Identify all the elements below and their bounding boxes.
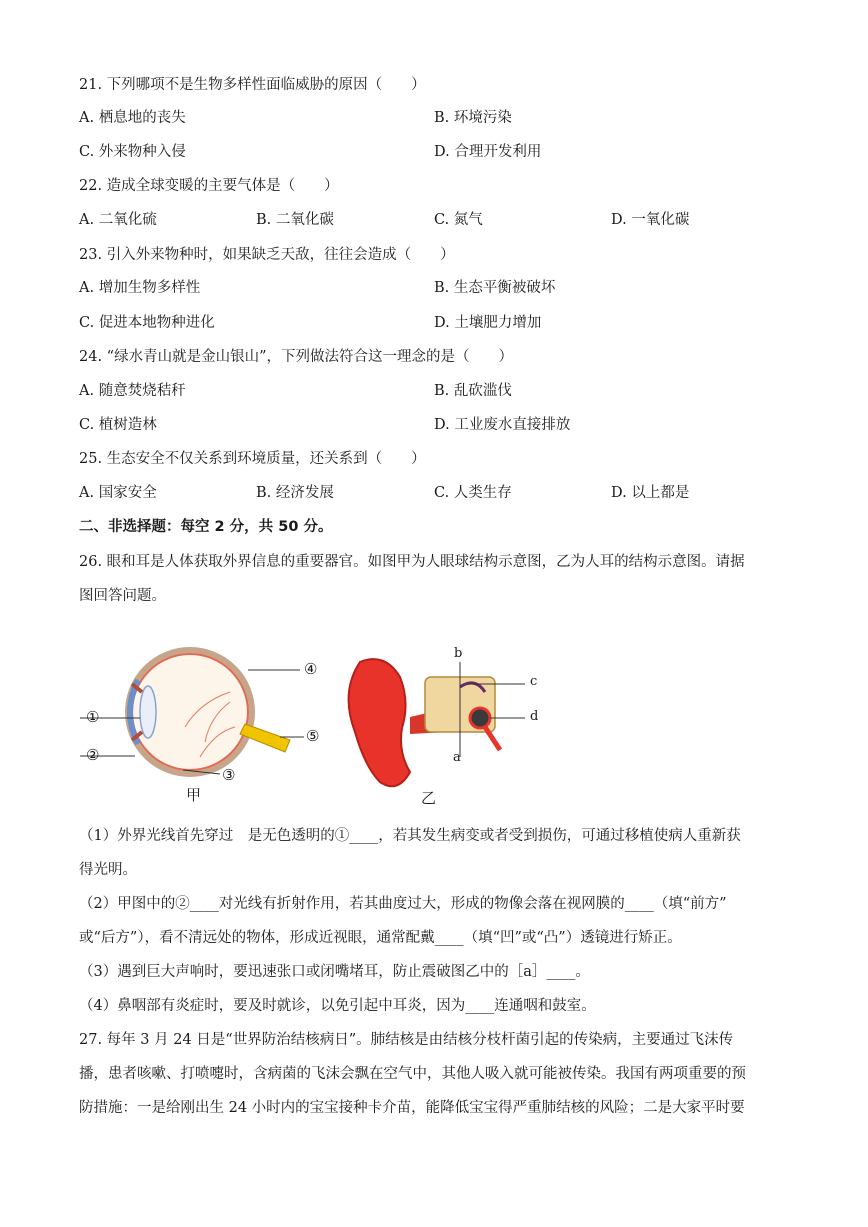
q24-option-d: D. 工业废水直接排放 <box>434 417 571 433</box>
ear-label-a: a <box>453 750 461 765</box>
eye-label-5: ⑤ <box>306 727 320 745</box>
q23-option-b: B. 生态平衡被破坏 <box>434 280 556 296</box>
q26-part2-line2: 或“后方”），看不清远处的物体，形成近视眼，通常配戴____（填“凹”或“凸”）透镜进行矫正。 <box>79 930 682 946</box>
q21-option-c: C. 外来物种入侵 <box>79 144 186 160</box>
question-23-stem: 23. 引入外来物种时，如果缺乏天敌，往往会造成（ ） <box>79 247 455 263</box>
q22-option-c: C. 氮气 <box>434 212 483 228</box>
q21-option-b: B. 环境污染 <box>434 110 512 126</box>
question-27-line1: 27. 每年 3 月 24 日是“世界防治结核病日”。肺结核是由结核分枝杆菌引起的传染病，主要通过飞沫传 <box>79 1032 734 1048</box>
figure-caption-left: 甲 <box>186 786 202 804</box>
q25-option-a: A. 国家安全 <box>79 485 157 501</box>
question-26-stem: 26. 眼和耳是人体获取外界信息的重要器官。如图甲为人眼球结构示意图，乙为人耳的结构示意图。请据 <box>79 554 745 570</box>
eye-ear-illustration <box>80 632 580 812</box>
q26-part1-line2: 得光明。 <box>79 862 137 878</box>
question-27-line2: 播，患者咳嗽、打喷嚏时，含病菌的飞沫会飘在空气中，其他人吸入就可能被传染。我国有两项重要的预 <box>79 1066 746 1082</box>
q21-option-d: D. 合理开发利用 <box>434 144 542 160</box>
eye-label-1: ① <box>86 708 100 726</box>
eye-label-2: ② <box>86 746 100 764</box>
q26-part1-line1: （1）外界光线首先穿过 是无色透明的①____，若其发生病变或者受到损伤，可通过移植使病人重新获 <box>79 828 741 844</box>
q22-option-a: A. 二氧化硫 <box>79 212 157 228</box>
q24-option-a: A. 随意焚烧秸秆 <box>79 383 186 399</box>
figure-caption-right: 乙 <box>421 789 437 807</box>
ear-diagram <box>349 659 525 786</box>
eye-label-3: ③ <box>222 766 236 784</box>
eye-ear-figure <box>80 632 580 812</box>
question-25-stem: 25. 生态安全不仅关系到环境质量，还关系到（ ） <box>79 451 426 467</box>
q26-part4: （4）鼻咽部有炎症时，要及时就诊，以免引起中耳炎，因为____连通咽和鼓室。 <box>79 998 596 1014</box>
q24-option-c: C. 植树造林 <box>79 417 157 433</box>
question-21-stem: 21. 下列哪项不是生物多样性面临威胁的原因（ ） <box>79 77 426 93</box>
q22-option-d: D. 一氧化碳 <box>611 212 690 228</box>
q23-option-d: D. 土壤肥力增加 <box>434 315 542 331</box>
section-2-heading: 二、非选择题：每空 2 分，共 50 分。 <box>79 519 333 535</box>
ear-label-c: c <box>530 674 538 689</box>
q21-option-a: A. 栖息地的丧失 <box>79 110 186 126</box>
question-22-stem: 22. 造成全球变暖的主要气体是（ ） <box>79 178 339 194</box>
q26-part3: （3）遇到巨大声响时，要迅速张口或闭嘴堵耳，防止震破图乙中的［a］____。 <box>79 964 590 980</box>
q23-option-c: C. 促进本地物种进化 <box>79 315 215 331</box>
question-24-stem: 24. “绿水青山就是金山银山”，下列做法符合这一理念的是（ ） <box>79 349 513 365</box>
q24-option-b: B. 乱砍滥伐 <box>434 383 512 399</box>
ear-label-b: b <box>454 646 463 661</box>
q25-option-c: C. 人类生存 <box>434 485 512 501</box>
ear-label-d: d <box>530 709 539 724</box>
eye-diagram <box>80 650 304 774</box>
q25-option-b: B. 经济发展 <box>256 485 334 501</box>
q22-option-b: B. 二氧化碳 <box>256 212 334 228</box>
eye-label-4: ④ <box>304 660 318 678</box>
question-27-line3: 防措施：一是给刚出生 24 小时内的宝宝接种卡介苗，能降低宝宝得严重肺结核的风险；二是大家平时要 <box>79 1100 745 1116</box>
q23-option-a: A. 增加生物多样性 <box>79 280 201 296</box>
question-26-stem-cont: 图回答问题。 <box>79 588 166 604</box>
q25-option-d: D. 以上都是 <box>611 485 690 501</box>
q26-part2-line1: （2）甲图中的②____对光线有折射作用，若其曲度过大，形成的物像会落在视网膜的____（填“前方” <box>79 896 727 912</box>
